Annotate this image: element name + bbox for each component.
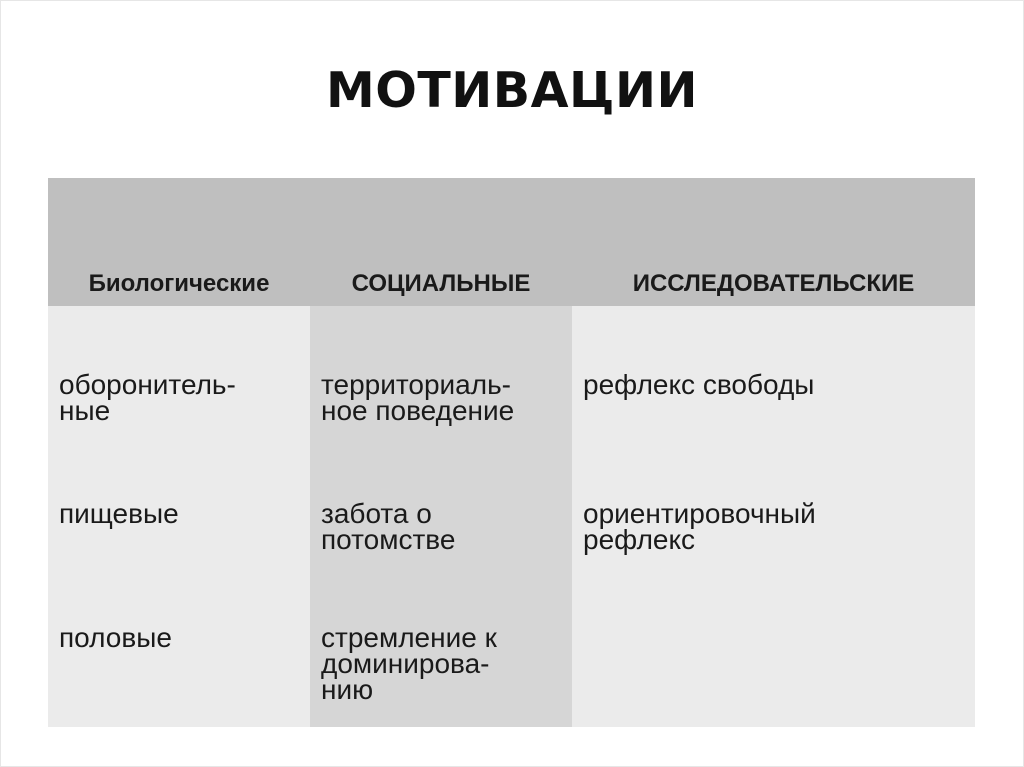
table-cell: территориаль- ное поведение xyxy=(321,369,515,426)
table-cell: стремление к доминирова- нию xyxy=(321,622,497,705)
header-exploratory: ИССЛЕДОВАТЕЛЬСКИЕ xyxy=(632,270,915,297)
column-biological xyxy=(48,306,310,727)
motivations-table xyxy=(48,178,975,727)
table-cell: половые xyxy=(59,622,172,653)
column-social xyxy=(310,306,572,727)
slide-title: МОТИВАЦИИ xyxy=(325,62,699,119)
header-biological: Биологические xyxy=(88,270,270,297)
table-cell: забота о потомстве xyxy=(321,498,456,555)
table-cell: пищевые xyxy=(59,498,179,529)
header-social: СОЦИАЛЬНЫЕ xyxy=(351,270,531,297)
column-exploratory xyxy=(572,306,975,727)
table-header-row xyxy=(48,178,975,306)
table-cell: ориентировочный рефлекс xyxy=(583,498,816,555)
table-cell: оборонитель- ные xyxy=(59,369,236,426)
table-cell: рефлекс свободы xyxy=(583,369,815,400)
